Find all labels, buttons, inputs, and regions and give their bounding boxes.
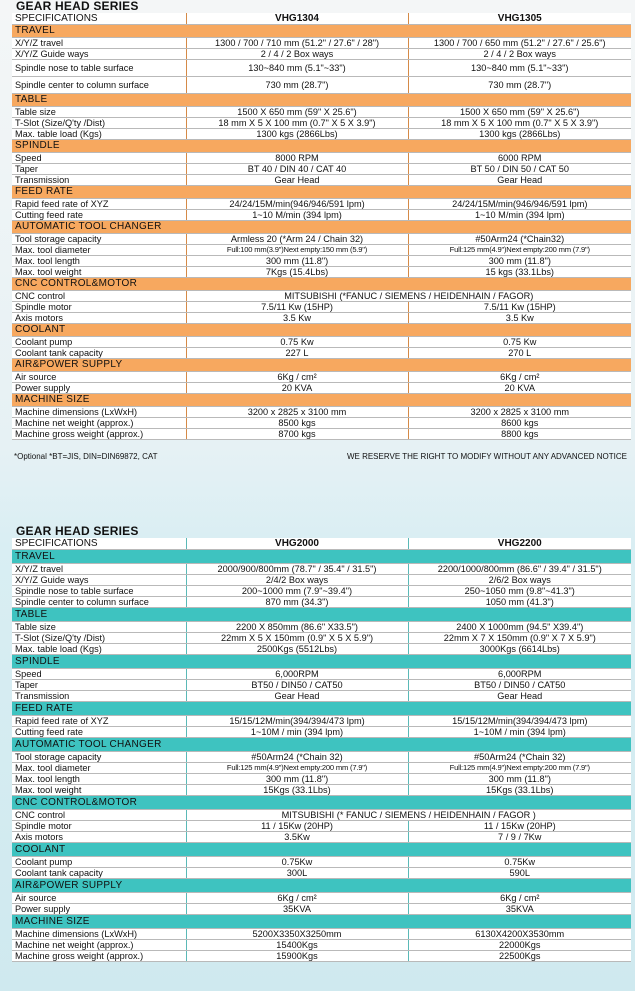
table-row: [12, 785, 631, 796]
spec-value: 18 mm X 5 X 100 mm (0.7" X 5 X 3.9"): [186, 118, 408, 129]
footnote-disclaimer: WE RESERVE THE RIGHT TO MODIFY WITHOUT ANY ADVANCED NOTICE: [346, 452, 627, 461]
spec-table-body: [12, 538, 631, 962]
spec-value: Full:125 mm(4.9")Next empty:200 mm (7.9"): [408, 763, 631, 774]
table-row: [12, 669, 631, 680]
spec-value: 1300 / 700 / 650 mm (51.2" / 27.6" / 25.6"): [408, 38, 631, 49]
table-row: [12, 564, 631, 575]
spec-value: 2/6/2 Box ways: [408, 575, 631, 586]
spec-label: Machine gross weight (approx.): [12, 429, 186, 440]
spec-value: 6Kg / cm²: [408, 893, 631, 904]
table-row: [12, 348, 631, 359]
spec-sheet-vhg1304-1305: [12, 0, 631, 440]
spec-value: BT 40 / DIN 40 / CAT 40: [186, 164, 408, 175]
spec-label: Max. tool length: [12, 774, 186, 785]
spec-label: Max. tool weight: [12, 785, 186, 796]
table-row: [12, 175, 631, 186]
spec-label: Air source: [12, 372, 186, 383]
section-label: FEED RATE: [12, 702, 631, 716]
spec-value: 1500 X 650 mm (59" X 25.6"): [408, 107, 631, 118]
table-row: [12, 337, 631, 348]
spec-value: 1300 kgs (2866Lbs): [408, 129, 631, 140]
spec-value: 1300 kgs (2866Lbs): [186, 129, 408, 140]
spec-label: Table size: [12, 107, 186, 118]
spec-value: 11 / 15Kw (20HP): [186, 821, 408, 832]
spec-value: 6Kg / cm²: [186, 893, 408, 904]
spec-value: Gear Head: [186, 175, 408, 186]
table-row: [12, 727, 631, 738]
table-row: [12, 267, 631, 278]
table-row: [12, 622, 631, 633]
section-label: AUTOMATIC TOOL CHANGER: [12, 221, 631, 234]
table-row: [12, 407, 631, 418]
spec-value: Gear Head: [186, 691, 408, 702]
section-header: [12, 186, 631, 199]
spec-value: 35KVA: [408, 904, 631, 915]
spec-value: 2 / 4 / 2 Box ways: [186, 49, 408, 60]
spec-value: 1300 / 700 / 710 mm (51.2" / 27.6" / 28"): [186, 38, 408, 49]
section-label: TABLE: [12, 94, 631, 107]
table-row: [12, 256, 631, 267]
spec-label: Coolant pump: [12, 337, 186, 348]
spec-value: 300 mm (11.8"): [186, 256, 408, 267]
table-row: [12, 107, 631, 118]
table-row: [12, 153, 631, 164]
table-row: [12, 38, 631, 49]
spec-value: 7 / 9 / 7Kw: [408, 832, 631, 843]
section-header: [12, 702, 631, 716]
spec-label: Spindle center to column surface: [12, 597, 186, 608]
spec-value: 3.5 Kw: [186, 313, 408, 324]
spec-label: Max. tool diameter: [12, 763, 186, 774]
spec-value: 8700 kgs: [186, 429, 408, 440]
section-label: FEED RATE: [12, 186, 631, 199]
spec-label: Rapid feed rate of XYZ: [12, 199, 186, 210]
spec-value: #50Arm24 (*Chain 32): [408, 752, 631, 763]
spec-value: 5200X3350X3250mm: [186, 929, 408, 940]
spec-value: 2/4/2 Box ways: [186, 575, 408, 586]
spec-table: [12, 13, 631, 440]
spec-label: X/Y/Z travel: [12, 38, 186, 49]
section-header: [12, 655, 631, 669]
section-header: [12, 324, 631, 337]
spec-value: 15/15/12M/min(394/394/473 lpm): [408, 716, 631, 727]
spec-value: 7Kgs (15.4Lbs): [186, 267, 408, 278]
spec-label: Spindle nose to table surface: [12, 60, 186, 77]
table-row: [12, 49, 631, 60]
spec-value: BT50 / DIN50 / CAT50: [186, 680, 408, 691]
spec-value: 7.5/11 Kw (15HP): [186, 302, 408, 313]
spec-label: Tool storage capacity: [12, 234, 186, 245]
spec-value: 8800 kgs: [408, 429, 631, 440]
spec-value: 6Kg / cm²: [408, 372, 631, 383]
section-label: MACHINE SIZE: [12, 394, 631, 407]
table-row: [12, 904, 631, 915]
table-row: [12, 951, 631, 962]
section-header: [12, 796, 631, 810]
spec-value: 15400Kgs: [186, 940, 408, 951]
spec-value: 3.5Kw: [186, 832, 408, 843]
spec-value: 730 mm (28.7"): [408, 77, 631, 94]
table-row: [12, 302, 631, 313]
spec-value: 3200 x 2825 x 3100 mm: [408, 407, 631, 418]
table-row: [12, 118, 631, 129]
spec-value: 22500Kgs: [408, 951, 631, 962]
header-row: [12, 13, 631, 25]
spec-label: Transmission: [12, 691, 186, 702]
section-label: TABLE: [12, 608, 631, 622]
series-title: GEAR HEAD SERIES: [16, 0, 139, 13]
section-label: COOLANT: [12, 324, 631, 337]
spec-value: 300 mm (11.8"): [186, 774, 408, 785]
spec-value: BT50 / DIN50 / CAT50: [408, 680, 631, 691]
spec-label: Axis motors: [12, 832, 186, 843]
section-label: SPINDLE: [12, 655, 631, 669]
spec-label: Coolant pump: [12, 857, 186, 868]
section-label: MACHINE SIZE: [12, 915, 631, 929]
table-row: [12, 575, 631, 586]
spec-value: 8000 RPM: [186, 153, 408, 164]
spec-value: 1~10M / min (394 lpm): [186, 727, 408, 738]
spec-label: Max. table load (Kgs): [12, 129, 186, 140]
model-name: VHG2200: [408, 538, 631, 550]
spec-value: 15/15/12M/min(394/394/473 lpm): [186, 716, 408, 727]
spec-value: 15900Kgs: [186, 951, 408, 962]
table-row: [12, 129, 631, 140]
spec-sheet-vhg2000-2200: [12, 525, 631, 962]
spec-value: 18 mm X 5 X 100 mm (0.7" X 5 X 3.9"): [408, 118, 631, 129]
spec-value: #50Arm24 (*Chain32): [408, 234, 631, 245]
spec-value: 11 / 15Kw (20HP): [408, 821, 631, 832]
spec-label: Power supply: [12, 904, 186, 915]
table-row: [12, 752, 631, 763]
spec-value: 3000Kgs (6614Lbs): [408, 644, 631, 655]
section-header: [12, 394, 631, 407]
table-row: [12, 372, 631, 383]
spec-value: 0.75Kw: [186, 857, 408, 868]
spec-value: Full:125 mm(4.9")Next empty:200 mm (7.9"): [408, 245, 631, 256]
spec-value: 2000/900/800mm (78.7" / 35.4" / 31.5"): [186, 564, 408, 575]
table-row: [12, 586, 631, 597]
section-label: AIR&POWER SUPPLY: [12, 879, 631, 893]
spec-value: 300 mm (11.8"): [408, 774, 631, 785]
spec-label: Taper: [12, 164, 186, 175]
spec-value: 250~1050 mm (9.8"~41.3"): [408, 586, 631, 597]
model-name: VHG2000: [186, 538, 408, 550]
spec-value: 8600 kgs: [408, 418, 631, 429]
section-header: [12, 550, 631, 564]
header-label: SPECIFICATIONS: [12, 538, 186, 550]
spec-value: 590L: [408, 868, 631, 879]
section-header: [12, 608, 631, 622]
table-row: [12, 680, 631, 691]
spec-value: 227 L: [186, 348, 408, 359]
table-row: [12, 199, 631, 210]
spec-label: Spindle center to column surface: [12, 77, 186, 94]
spec-value: 7.5/11 Kw (15HP): [408, 302, 631, 313]
spec-value: #50Arm24 (*Chain 32): [186, 752, 408, 763]
spec-label: Max. table load (Kgs): [12, 644, 186, 655]
spec-value: 1~10M / min (394 lpm): [408, 727, 631, 738]
table-row: [12, 940, 631, 951]
table-row: [12, 857, 631, 868]
spec-label: Spindle motor: [12, 302, 186, 313]
spec-value: 24/24/15M/min(946/946/591 lpm): [408, 199, 631, 210]
header-row: [12, 538, 631, 550]
spec-label: Max. tool diameter: [12, 245, 186, 256]
section-label: TRAVEL: [12, 25, 631, 38]
section-label: AUTOMATIC TOOL CHANGER: [12, 738, 631, 752]
spec-value: 1500 X 650 mm (59" X 25.6"): [186, 107, 408, 118]
spec-label: Machine dimensions (LxWxH): [12, 929, 186, 940]
table-row: [12, 210, 631, 221]
spec-value: 6000 RPM: [408, 153, 631, 164]
spec-label: Machine gross weight (approx.): [12, 951, 186, 962]
spec-value: Armless 20 (*Arm 24 / Chain 32): [186, 234, 408, 245]
spec-label: CNC control: [12, 810, 186, 821]
spec-value: 870 mm (34.3"): [186, 597, 408, 608]
spec-value: 6130X4200X3530mm: [408, 929, 631, 940]
spec-value: 35KVA: [186, 904, 408, 915]
model-name: VHG1305: [408, 13, 631, 25]
model-name: VHG1304: [186, 13, 408, 25]
spec-value: 22000Kgs: [408, 940, 631, 951]
section-header: [12, 879, 631, 893]
spec-label: Axis motors: [12, 313, 186, 324]
spec-value: 1~10 M/min (394 lpm): [186, 210, 408, 221]
table-row: [12, 429, 631, 440]
spec-label: Speed: [12, 669, 186, 680]
table-row: [12, 644, 631, 655]
table-row: [12, 234, 631, 245]
section-label: SPINDLE: [12, 140, 631, 153]
spec-label: Cutting feed rate: [12, 727, 186, 738]
spec-value: 3200 x 2825 x 3100 mm: [186, 407, 408, 418]
spec-value: 22mm X 7 X 150mm (0.9" X 7 X 5.9"): [408, 633, 631, 644]
section-label: COOLANT: [12, 843, 631, 857]
section-header: [12, 140, 631, 153]
spec-value: 20 KVA: [408, 383, 631, 394]
section-header: [12, 843, 631, 857]
table-row: [12, 929, 631, 940]
table-row: [12, 774, 631, 785]
spec-label: Power supply: [12, 383, 186, 394]
section-header: [12, 915, 631, 929]
section-header: [12, 221, 631, 234]
spec-value: 22mm X 5 X 150mm (0.9" X 5 X 5.9"): [186, 633, 408, 644]
section-header: [12, 738, 631, 752]
section-header: [12, 94, 631, 107]
spec-label: Table size: [12, 622, 186, 633]
header-label: SPECIFICATIONS: [12, 13, 186, 25]
spec-label: Spindle nose to table surface: [12, 586, 186, 597]
spec-value: 0.75 Kw: [186, 337, 408, 348]
table-row: [12, 164, 631, 175]
series-title: GEAR HEAD SERIES: [16, 524, 139, 538]
spec-label: T-Slot (Size/Q'ty /Dist): [12, 633, 186, 644]
spec-value: 6,000RPM: [408, 669, 631, 680]
spec-value: 6Kg / cm²: [186, 372, 408, 383]
spec-label: X/Y/Z travel: [12, 564, 186, 575]
section-label: CNC CONTROL&MOTOR: [12, 278, 631, 291]
table-row: [12, 868, 631, 879]
spec-label: Coolant tank capacity: [12, 868, 186, 879]
spec-value: 730 mm (28.7"): [186, 77, 408, 94]
spec-value: Gear Head: [408, 691, 631, 702]
table-row: [12, 597, 631, 608]
spec-value: 2 / 4 / 2 Box ways: [408, 49, 631, 60]
spec-value: 300L: [186, 868, 408, 879]
spec-value: 24/24/15M/min(946/946/591 lpm): [186, 199, 408, 210]
table-row: [12, 60, 631, 77]
table-row: [12, 633, 631, 644]
spec-value: 300 mm (11.8"): [408, 256, 631, 267]
table-row: [12, 810, 631, 821]
spec-label: Max. tool length: [12, 256, 186, 267]
spec-value: MITSUBISHI (*FANUC / SIEMENS / HEIDENHAIN / FAGOR): [186, 291, 631, 302]
spec-label: T-Slot (Size/Q'ty /Dist): [12, 118, 186, 129]
table-row: [12, 418, 631, 429]
spec-label: Tool storage capacity: [12, 752, 186, 763]
spec-label: Spindle motor: [12, 821, 186, 832]
spec-label: Air source: [12, 893, 186, 904]
section-header: [12, 25, 631, 38]
spec-label: Machine net weight (approx.): [12, 940, 186, 951]
spec-value: 0.75 Kw: [408, 337, 631, 348]
spec-value: 0.75Kw: [408, 857, 631, 868]
footnote-optional: *Optional *BT=JIS, DIN=DIN69872, CAT: [14, 452, 158, 461]
spec-label: CNC control: [12, 291, 186, 302]
spec-value: 130~840 mm (5.1"~33"): [408, 60, 631, 77]
table-row: [12, 832, 631, 843]
spec-value: 15Kgs (33.1Lbs): [408, 785, 631, 796]
spec-value: 130~840 mm (5.1"~33"): [186, 60, 408, 77]
spec-value: MITSUBISHI (* FANUC / SIEMENS / HEIDENHAIN / FAGOR ): [186, 810, 631, 821]
spec-label: Transmission: [12, 175, 186, 186]
spec-value: 20 KVA: [186, 383, 408, 394]
section-label: AIR&POWER SUPPLY: [12, 359, 631, 372]
spec-label: Speed: [12, 153, 186, 164]
spec-value: Full:100 mm(3.9")Next empty:150 mm (5.9"): [186, 245, 408, 256]
table-row: [12, 821, 631, 832]
footnote: [12, 451, 631, 463]
spec-value: 15 kgs (33.1Lbs): [408, 267, 631, 278]
spec-label: Taper: [12, 680, 186, 691]
table-row: [12, 893, 631, 904]
spec-label: Cutting feed rate: [12, 210, 186, 221]
section-header: [12, 278, 631, 291]
spec-label: Max. tool weight: [12, 267, 186, 278]
section-header: [12, 359, 631, 372]
spec-value: 15Kgs (33.1Lbs): [186, 785, 408, 796]
spec-label: X/Y/Z Guide ways: [12, 575, 186, 586]
spec-value: Full:125 mm(4.9")Next empty:200 mm (7.9"): [186, 763, 408, 774]
spec-label: Machine net weight (approx.): [12, 418, 186, 429]
spec-value: 2200/1000/800mm (86.6" / 39.4" / 31.5"): [408, 564, 631, 575]
spec-table: [12, 538, 631, 962]
spec-value: BT 50 / DIN 50 / CAT 50: [408, 164, 631, 175]
section-label: CNC CONTROL&MOTOR: [12, 796, 631, 810]
section-label: TRAVEL: [12, 550, 631, 564]
spec-value: 2500Kgs (5512Lbs): [186, 644, 408, 655]
spec-value: 2200 X 850mm (86.6" X33.5"): [186, 622, 408, 633]
spec-value: 1~10 M/min (394 lpm): [408, 210, 631, 221]
table-row: [12, 763, 631, 774]
spec-value: Gear Head: [408, 175, 631, 186]
table-row: [12, 245, 631, 256]
spec-label: Coolant tank capacity: [12, 348, 186, 359]
table-row: [12, 383, 631, 394]
spec-value: 6,000RPM: [186, 669, 408, 680]
table-row: [12, 291, 631, 302]
spec-label: X/Y/Z Guide ways: [12, 49, 186, 60]
table-row: [12, 691, 631, 702]
spec-value: 200~1000 mm (7.9"~39.4"): [186, 586, 408, 597]
spec-label: Machine dimensions (LxWxH): [12, 407, 186, 418]
spec-value: 1050 mm (41.3"): [408, 597, 631, 608]
spec-label: Rapid feed rate of XYZ: [12, 716, 186, 727]
table-row: [12, 77, 631, 94]
spec-value: 8500 kgs: [186, 418, 408, 429]
table-row: [12, 716, 631, 727]
table-row: [12, 313, 631, 324]
spec-value: 3.5 Kw: [408, 313, 631, 324]
spec-table-body: [12, 13, 631, 440]
spec-value: 270 L: [408, 348, 631, 359]
spec-value: 2400 X 1000mm (94.5" X39.4"): [408, 622, 631, 633]
